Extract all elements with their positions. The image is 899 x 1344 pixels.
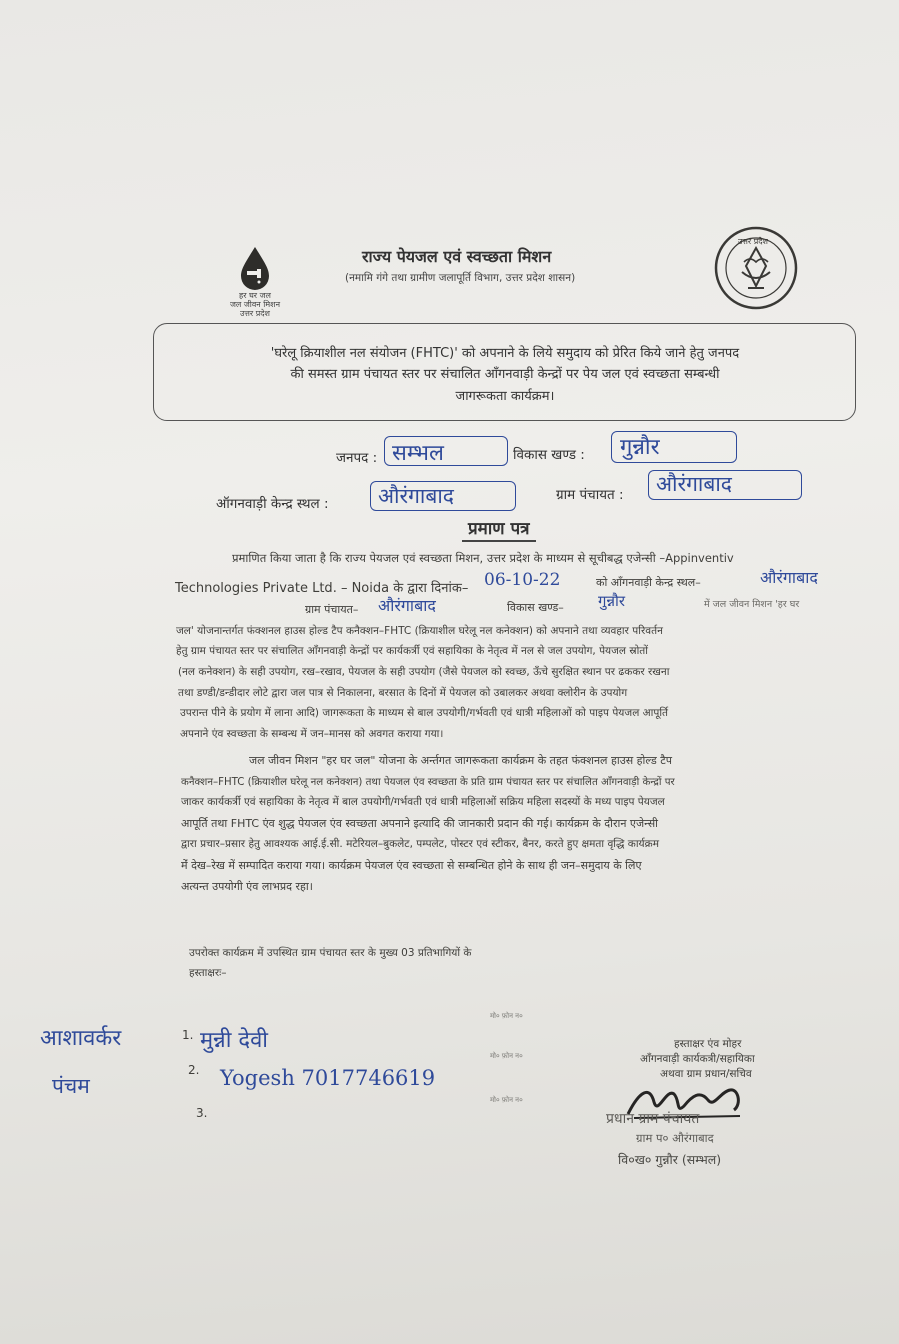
program-line-2: की समस्त ग्राम पंचायत स्तर पर संचालित आँगनवाड़ी केन्द्रों पर पेय जल एवं स्वच्छता सम्बन्धी <box>290 367 720 382</box>
para2-line-2: कनैक्शन–FHTC (क्रियाशील घरेलू नल कनेक्शन) तथा पेयजल एंव स्वच्छता के प्रति ग्राम पंचायत स्तर पर संचालित आँगनवाड़ी केन्द्रों पर <box>181 777 675 788</box>
participant-1-name: मुन्नी देवी <box>200 1028 268 1053</box>
stamp-line-1: प्रधान ग्राम पंचायत <box>606 1111 700 1127</box>
logo-text-2: जल जीवन मिशन <box>229 300 281 309</box>
anganwadi-label: ऑगनवाड़ी केन्द्र स्थल : <box>216 496 329 512</box>
signoff-line-2: आँगनवाड़ी कार्यकत्री/सहायिका <box>640 1053 755 1065</box>
cert-anganwadi-value: औरंगाबाद <box>760 568 818 587</box>
para1-line-5: हेतु ग्राम पंचायत स्तर पर संचालित आँगनवाड़ी केन्द्रों पर कार्यकर्त्री एवं सहायिका के नेतृत्व में नल से जल उपयोग, पेयजल स्रोतों <box>176 645 648 657</box>
para1-line-2b: को आँगनवाड़ी केन्द्र स्थल– <box>596 576 701 589</box>
para2-line-6: मेंं देख–रेख में सम्पादित कराया गया। कार्यक्रम पेयजल एंव स्वच्छता से सम्बन्धित होने के साथ ही जन–समुदाय के लिए <box>181 859 642 872</box>
participant-number-1: 1. <box>182 1028 194 1042</box>
vikas-khand-value: गुन्नौर <box>620 435 660 460</box>
participant-2-name-mobile: Yogesh 7017746619 <box>220 1066 436 1090</box>
para1-line-9: अपनाने एंव स्वच्छता के सम्बन्ध में जन–मानस को अवगत कराया गया। <box>180 728 444 740</box>
para1-line-3b: विकास खण्ड– <box>507 601 564 614</box>
cert-date-value: 06-10-22 <box>484 570 561 590</box>
mobile-label-3: मो० फ़ोन न० <box>490 1096 523 1104</box>
anganwadi-value: औरंगाबाद <box>378 484 454 508</box>
para2-line-1: जल जीवन मिशन "हर घर जल" योजना के अर्न्तगत जागरूकता कार्यक्रम के तहत फंक्शनल हाउस होल्ड टैप <box>249 754 673 767</box>
seal-text: उत्तर प्रदेश <box>738 237 768 246</box>
para1-line-7: तथा डण्डी/डन्डीदार लोटे द्वारा जल पात्र से निकालना, बरसात के दिनों में पेयजल को उबालकर अथवा क्लोरीन के उपयोग <box>178 687 628 699</box>
gram-panchayat-value: औरंगाबाद <box>656 472 732 496</box>
logo-text-3: उत्तर प्रदेश <box>240 309 270 318</box>
participant-number-3: 3. <box>196 1106 208 1120</box>
para1-line-3c: में जल जीवन मिशन 'हर घर <box>704 599 800 610</box>
para2-line-3: जाकर कार्यकर्त्री एवं सहायिका के नेतृत्व में बाल उपयोगी/गर्भवती एवं धात्री महिलाओं सक्रिय महिला सदस्यों के मध्य पाइप पेयजल <box>181 796 665 808</box>
program-line-1: 'घरेलू क्रियाशील नल संयोजन (FHTC)' को अपनाने के लिये समुदाय को प्रेरित किये जाने हेतु जनपद <box>270 346 740 361</box>
para1-line-2: Technologies Private Ltd. – Noida के द्वारा दिनांक– <box>175 581 469 596</box>
para1-line-8: उपरान्त पीने के प्रयोग में लाना आदि) जागरूकता के माध्यम से बाल उपयोगी/गर्भवती एवं धात्री महिलाओं को पाइप पेयजल आपूर्ति <box>180 707 669 719</box>
water-drop-icon <box>235 245 275 291</box>
header-subtitle: (नमामि गंगे तथा ग्रामीण जलापूर्ति विभाग, उत्तर प्रदेश शासन) <box>345 272 576 284</box>
cert-vikas-khand-value: गुन्नौर <box>598 592 626 610</box>
janpad-value: सम्भल <box>392 441 444 466</box>
participant-1-title: पंचम <box>52 1074 90 1098</box>
har-ghar-jal-logo <box>215 245 295 318</box>
gram-panchayat-label: ग्राम पंचायत : <box>556 487 624 503</box>
logo-text-1: हर घर जल <box>239 291 271 300</box>
para1-line-3a: ग्राम पंचायत– <box>305 603 359 616</box>
stamp-line-3: वि०ख० गुन्नौर (सम्भल) <box>618 1152 722 1167</box>
para2-line-4: आपूर्ति तथा FHTC एंव शुद्ध पेयजल एंव स्वच्छता अपनाने इत्यादि की जानकारी प्रदान की गई। कार्यक्रम के दौरान एजेन्सी <box>181 817 658 830</box>
program-line-3: जागरूकता कार्यक्रम। <box>455 389 555 404</box>
header-title: राज्य पेयजल एवं स्वच्छता मिशन <box>362 247 552 266</box>
para1-line-4: जल' योजनान्तर्गत फंक्शनल हाउस होल्ड टैप कनैक्शन–FHTC (क्रियाशील घरेलू नल कनेक्शन) को अपनाने तथा व्यवहार परिवर्तन <box>176 625 663 637</box>
cert-gram-panchayat-value: औरंगाबाद <box>378 596 436 615</box>
mobile-label-1: मो० फ़ोन न० <box>490 1012 523 1020</box>
para1-line-6: (नल कनेक्शन) के सही उपयोग, रख–रखाव, पेयजल के सही उपयोग (जैसे पेयजल को स्वच्छ, ऊँचे सुरक्षित स्थान पर ढककर रखना <box>178 666 670 678</box>
participant-1-role: आशावर्कर <box>40 1026 122 1051</box>
participant-number-2: 2. <box>188 1063 200 1077</box>
participants-hastakshar: हस्ताक्षरः– <box>189 967 227 979</box>
para2-line-5: द्वारा प्रचार–प्रसार हेतु आवश्यक आई.ई.सी. मटेरियल–बुकलेट, पम्पलेट, पोस्टर एवं स्टीकर, बैनर, करते हुए क्षमता वृद्धि कार्यक्रम <box>181 838 659 850</box>
signoff-line-3: अथवा ग्राम प्रधान/सचिव <box>660 1068 752 1080</box>
signoff-line-1: हस्ताक्षर एंव मोहर <box>674 1038 742 1050</box>
mobile-label-2: मो० फ़ोन न० <box>490 1052 523 1060</box>
vikas-khand-label: विकास खण्ड : <box>513 447 585 463</box>
para1-line-1: प्रमाणित किया जाता है कि राज्य पेयजल एवं स्वच्छता मिशन, उत्तर प्रदेश के माध्यम से सूचीबद्ध एजेन्सी –Appinventiv <box>232 551 734 565</box>
janpad-label: जनपद : <box>336 450 378 466</box>
stamp-line-2: ग्राम प० औरंगाबाद <box>636 1131 714 1145</box>
certificate-title: प्रमाण पत्र <box>462 516 536 542</box>
participants-intro: उपरोक्त कार्यक्रम में उपस्थित ग्राम पंचायत स्तर के मुख्य 03 प्रतिभागियों के <box>189 947 472 959</box>
para2-line-7: अत्यन्त उपयोगी एंव लाभप्रद रहा। <box>181 880 313 893</box>
